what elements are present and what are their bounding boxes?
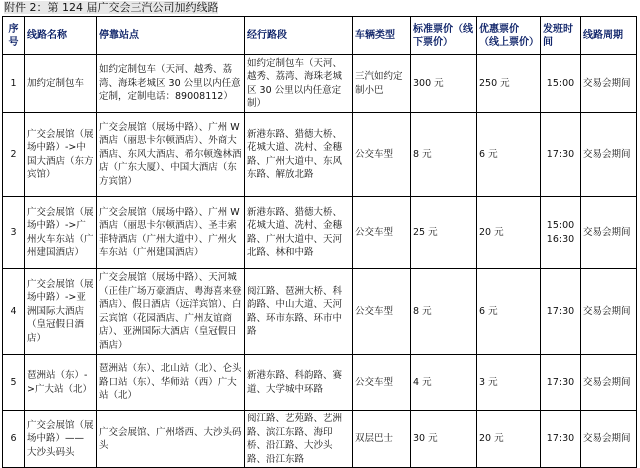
row-period: 交易会期间 [581,55,637,113]
header-vehicle: 车辆类型 [353,17,411,55]
row-time: 17:30 [546,433,575,445]
row-disc-price: 20 元 [477,411,541,468]
row-vehicle: 公交车型 [353,269,411,355]
row-name: 加约定制包车 [25,55,97,113]
table-row [3,55,637,113]
row-std-price: 8 元 [411,269,477,355]
row-time: 15:00 [546,77,575,89]
row-std-price: 300 元 [411,55,477,113]
row-stops: 广交会展馆（展场中路）、广州 W 酒店（丽思卡尔顿酒店）、外商大酒店、东风大酒店、希尔顿逸林酒店（广东大厦）、中国大酒店（东方宾馆） [97,113,245,197]
row-time: 17:30 [546,376,575,388]
row-no: 1 [3,55,25,113]
row-period: 交易会期间 [581,197,637,269]
row-route: 新港东路、猎德大桥、花城大道、冼村、金穗路、广州大道中、东风东路、解放北路 [245,113,353,197]
row-times [541,113,581,197]
row-time: 15:00 [546,220,575,231]
row-vehicle: 双层巴士 [353,411,411,468]
header-period: 线路周期 [581,17,637,55]
row-std-price: 25 元 [411,197,477,269]
row-name: 广交会展馆（展场中路）->广州火车东站（广州建国酒店） [25,197,97,269]
row-no: 6 [3,411,25,468]
row-disc-price: 3 元 [477,355,541,411]
row-no: 3 [3,197,25,269]
header-row [3,17,637,55]
row-time: 16:30 [546,233,575,245]
row-route: 阅江路、艺苑路、艺洲路、滨江东路、海印桥、沿江路、大沙头路、沿江东路 [245,411,353,468]
row-times [541,269,581,355]
row-period: 交易会期间 [581,355,637,411]
row-name: 广交会展馆（展场中路）—— 大沙头码头 [25,411,97,468]
row-period: 交易会期间 [581,411,637,468]
row-std-price: 8 元 [411,113,477,197]
header-route-name: 线路名称 [25,17,97,55]
row-time: 17:30 [546,305,575,317]
table-row [3,197,637,269]
row-vehicle: 公交车型 [353,197,411,269]
row-stops: 广交会展馆（展场中路）、广州 W 酒店（丽思卡尔顿酒店）、圣丰索菲特酒店（广州大道中）、广州火车东站（广州建国酒店） [97,197,245,269]
document-title [0,0,640,16]
header-disc-price: 优惠票价（线上票价） [477,17,541,55]
row-name: 广交会展馆（展场中路）->亚洲国际大酒店（皇冠假日酒店） [25,269,97,355]
row-period: 交易会期间 [581,113,637,197]
row-vehicle: 公交车型 [353,113,411,197]
row-times [541,411,581,468]
row-name: 琶洲站（东）->广大站（北） [25,355,97,411]
row-name: 广交会展馆（展场中路）->中国大酒店（东方宾馆） [25,113,97,197]
row-no: 5 [3,355,25,411]
row-times [541,355,581,411]
row-vehicle: 三汽如约定制小巴 [353,55,411,113]
row-vehicle: 公交车型 [353,355,411,411]
row-time: 17:30 [546,148,575,160]
row-stops: 琶洲站（东）、北山站（北）、仑头路口站（东）、华师站（西）广大站（北） [97,355,245,411]
table-row [3,113,637,197]
row-std-price: 4 元 [411,355,477,411]
document-title-text: 附件 2：第 124 届广交会三汽公司加约线路 [4,1,219,14]
header-times: 发班时间 [541,17,581,55]
table-row [3,411,637,468]
row-times [541,197,581,269]
header-no: 序号 [3,17,25,55]
row-std-price: 30 元 [411,411,477,468]
row-no: 4 [3,269,25,355]
bus-route-table [2,16,637,468]
row-stops: 如约定制包车（天河、越秀、荔湾、海珠老城区 30 公里以内任意定制，定制电话：89008112） [97,55,245,113]
header-route-via: 经行路段 [245,17,353,55]
row-route: 如约定制包车（天河、越秀、荔湾、海珠老城区 30 公里以内任意定制） [245,55,353,113]
row-disc-price: 6 元 [477,269,541,355]
row-times [541,55,581,113]
row-stops: 广交会展馆、广州塔西、大沙头码头 [97,411,245,468]
table-row [3,269,637,355]
header-stops: 停靠站点 [97,17,245,55]
table-row [3,355,637,411]
row-disc-price: 250 元 [477,55,541,113]
row-stops: 广交会展馆（展场中路）、天河城（正佳广场万豪酒店、粤海喜来登酒店）、假日酒店（远洋宾馆）、白云宾馆（花园酒店、广州友谊商店）、亚洲国际大酒店（皇冠假日酒店） [97,269,245,355]
row-disc-price: 6 元 [477,113,541,197]
row-no: 2 [3,113,25,197]
row-route: 新港东路、科韵路、赛道、大学城中环路 [245,355,353,411]
header-std-price: 标准票价（线下票价） [411,17,477,55]
row-period: 交易会期间 [581,269,637,355]
row-disc-price: 20 元 [477,197,541,269]
row-route: 阅江路、琶洲大桥、科韵路、中山大道、天河路、环市东路、环市中路 [245,269,353,355]
row-route: 新港东路、猎德大桥、花城大道、冼村、金穗路、广州大道中、天河北路、林和中路 [245,197,353,269]
